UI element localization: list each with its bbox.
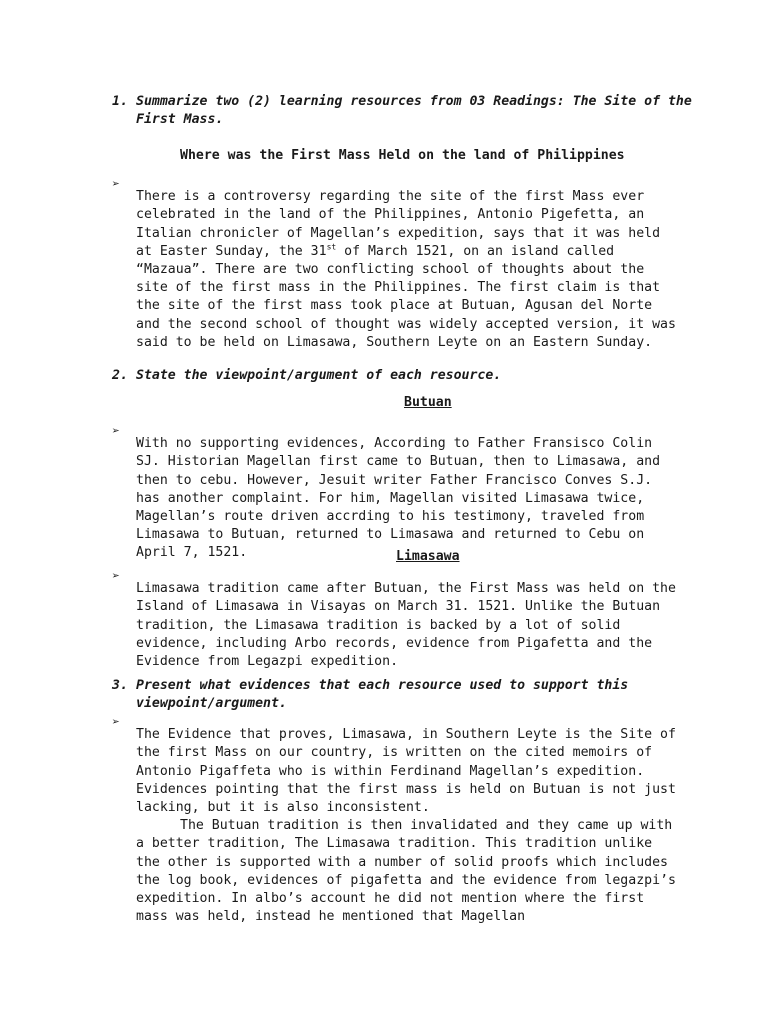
question-1-number: 1. xyxy=(112,94,128,109)
question-3-text: Present what evidences that each resource used to support this viewpoint/argument. xyxy=(136,678,629,712)
paragraph-evidence: The Evidence that proves, Limasawa, in Southern Leyte is the Site of the first Mass on our country, is written on the cited memoirs of Antonio Pigaffeta who is within Ferdinand Magellan’s expedition. Evidences pointing that the first mass is held on Butuan is not just lacking, but it is also inconsistent. xyxy=(136,727,684,815)
ordinal-suffix: st xyxy=(326,242,337,252)
question-2-text: State the viewpoint/argument of each resource. xyxy=(136,368,502,383)
paragraph-limasawa: Limasawa tradition came after Butuan, the First Mass was held on the Island of Limasawa in Visayas on March 31. 1521. Unlike the Butuan tradition, the Limasawa tradition is backed by a lot of solid evidence, including Arbo records, evidence from Pigafetta and the Evidence from Legazpi expedition. xyxy=(136,581,684,669)
arrow-bullet-icon: ➢ xyxy=(112,715,120,730)
limasawa-heading: Limasawa xyxy=(396,549,460,564)
paragraph-intro xyxy=(136,188,684,352)
question-2-number: 2. xyxy=(112,368,128,383)
section-title: Where was the First Mass Held on the land of Philippines xyxy=(180,148,625,163)
arrow-bullet-icon: ➢ xyxy=(112,569,120,584)
paragraph-intro-part1: There is a controversy regarding the site of the first Mass ever celebrated in the land of the Philippines, Antonio Pigefetta, an Italian chronicler of Magellan’s expedition, says that it was held at Easter Sunday, the 31 xyxy=(136,189,668,259)
butuan-heading: Butuan xyxy=(404,395,452,410)
arrow-bullet-icon: ➢ xyxy=(112,177,120,192)
question-3-number: 3. xyxy=(112,678,128,693)
question-1-text: Summarize two (2) learning resources from 03 Readings: The Site of the First Mass. xyxy=(136,94,692,128)
paragraph-butuan: With no supporting evidences, According to Father Fransisco Colin SJ. Historian Magellan first came to Butuan, then to Limasawa, and then to cebu. However, Jesuit writer Father Francisco Conves S.J. has another complaint. For him, Magellan visited Limasawa twice, Magellan’s route driven accrding to his testimony, traveled from Limasawa to Butuan, returned to Limasawa and returned to Cebu on April 7, 1521. xyxy=(136,436,668,561)
paragraph-intro-part2: of March 1521, on an island called “Mazaua”. There are two conflicting school of thoughts about the site of the first mass in the Philippines. The first claim is that the site of the first mass took place at Butuan, Agusan del Norte and the second school of thought was widely accepted version, it was said to be held on Limasawa, Southern Leyte on an Eastern Sunday. xyxy=(136,243,684,350)
paragraph-tradition: The Butuan tradition is then invalidated and they came up with a better tradition, The Limasawa tradition. This tradition unlike the other is supported with a number of solid proofs which includes the log book, evidences of pigafetta and the evidence from legazpi’s expedition. In albo’s account he did not mention where the first mass was held, instead he mentioned that Magellan xyxy=(136,818,684,925)
arrow-bullet-icon: ➢ xyxy=(112,424,120,439)
